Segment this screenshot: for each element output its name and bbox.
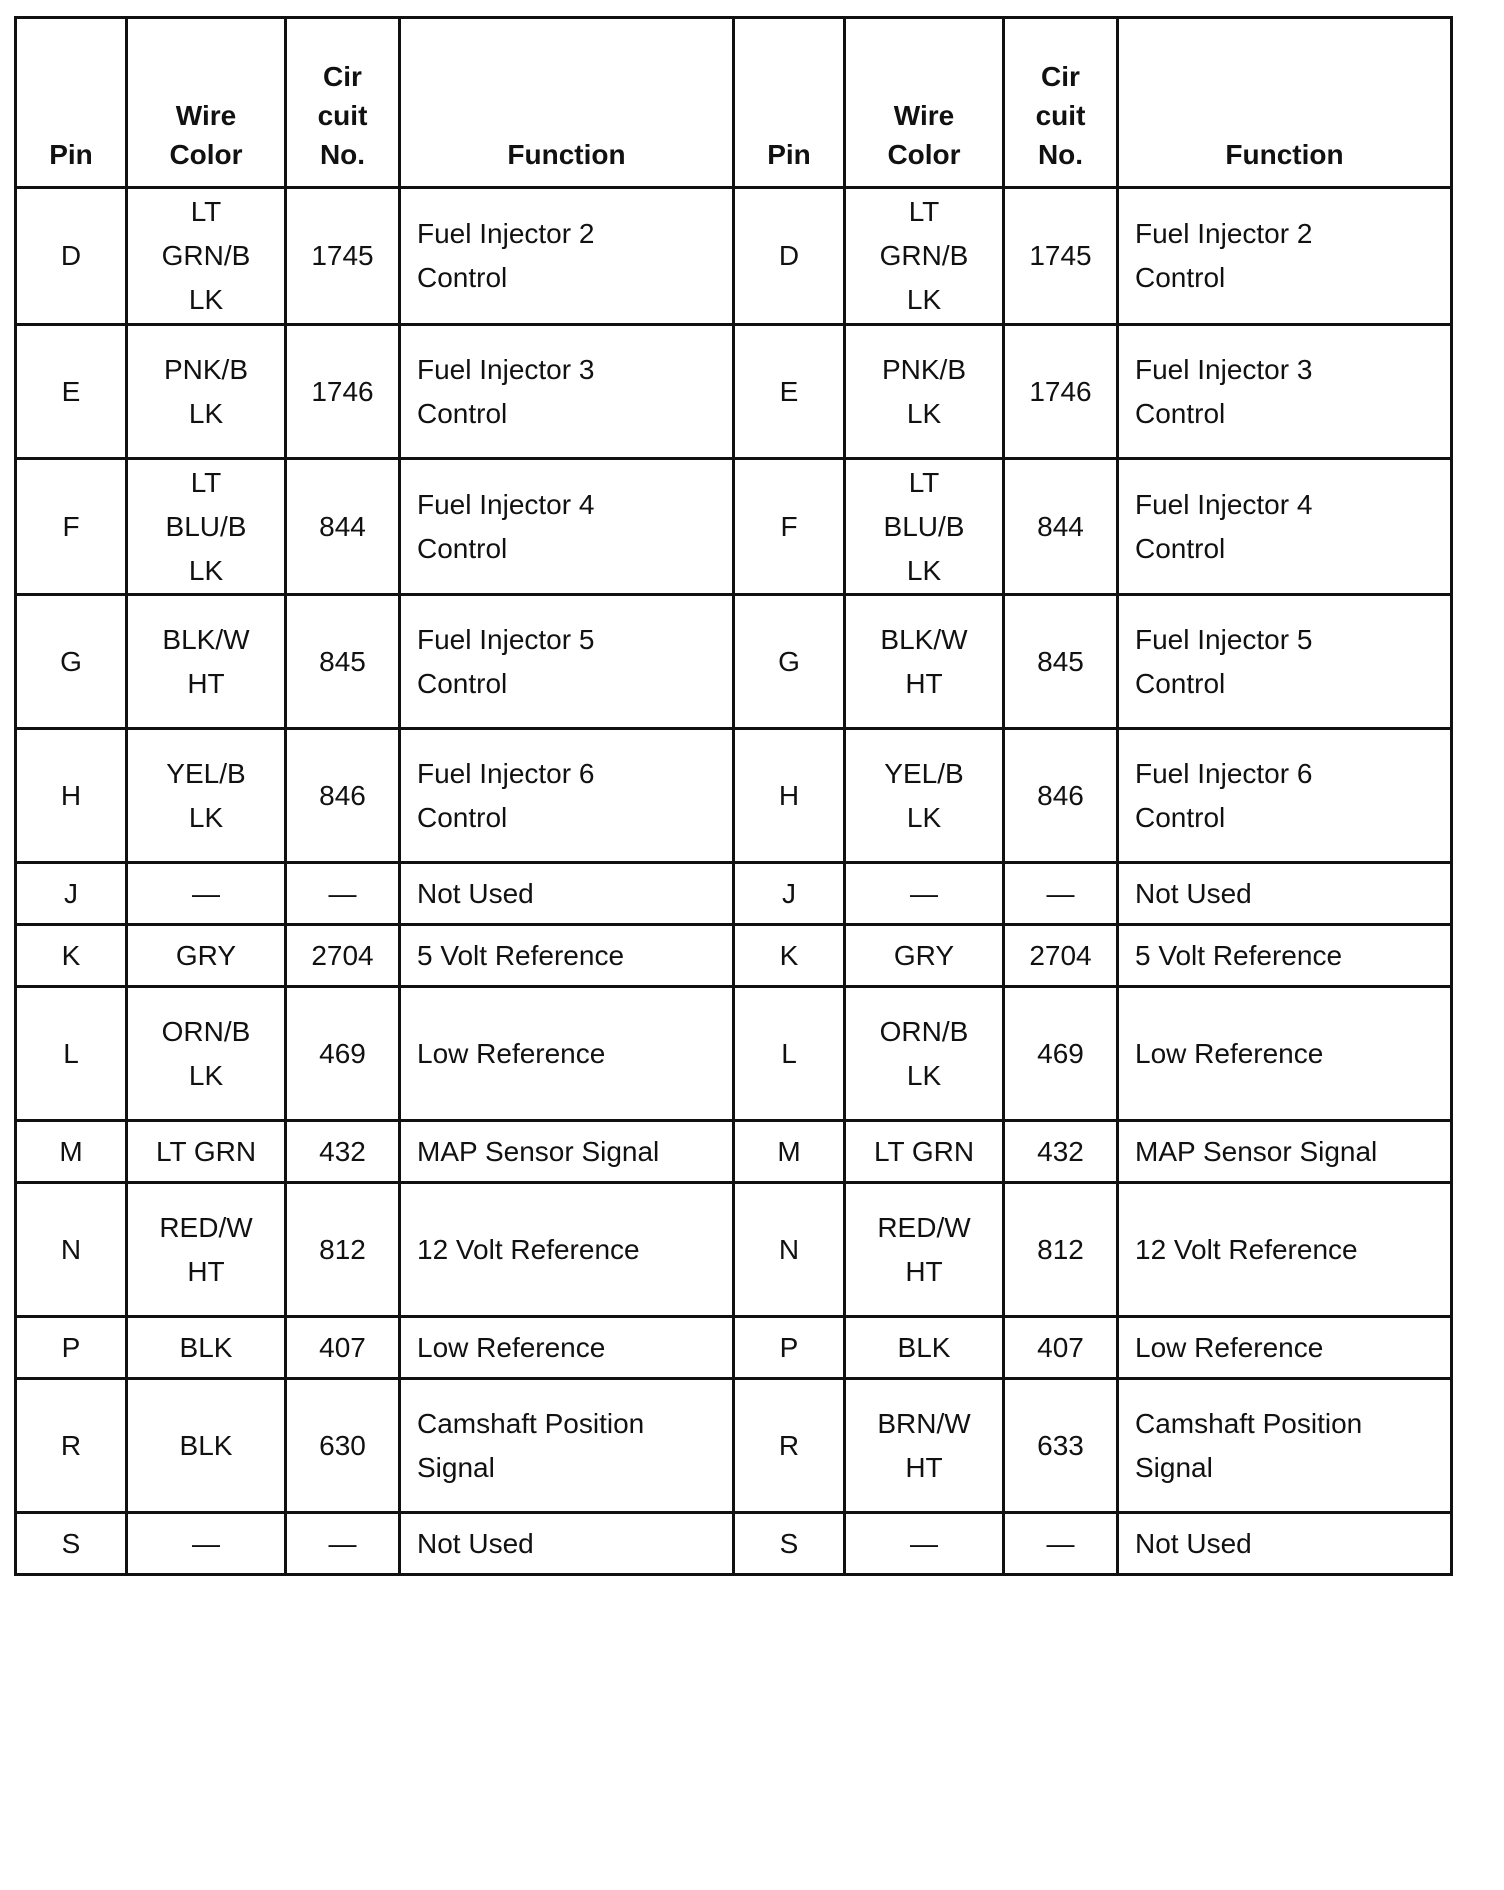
circuit-number-cell-text: 845 bbox=[319, 645, 366, 677]
circuit-number-cell-text: — bbox=[328, 1527, 357, 1559]
pin-cell-text: H bbox=[60, 779, 82, 811]
wire-color-cell-text: LT BLU/B LK bbox=[165, 466, 247, 586]
function-cell bbox=[1118, 987, 1452, 1121]
pin-cell-text: F bbox=[780, 510, 798, 542]
function-cell-text: Not Used bbox=[1135, 1527, 1252, 1559]
wire-color-cell bbox=[845, 729, 1004, 863]
pin-cell-text: S bbox=[61, 1527, 81, 1559]
wire-color-cell-text: — bbox=[910, 1527, 938, 1559]
function-cell bbox=[1118, 1379, 1452, 1513]
wire-color-cell bbox=[127, 1183, 286, 1317]
circuit-number-cell bbox=[1004, 188, 1118, 325]
circuit-number-cell-text: 407 bbox=[319, 1331, 366, 1363]
pin-cell bbox=[734, 325, 845, 459]
circuit-number-cell-text: — bbox=[1046, 1527, 1075, 1559]
function-cell-text: Low Reference bbox=[417, 1331, 606, 1363]
pin-cell-text: M bbox=[777, 1135, 801, 1167]
pin-cell bbox=[734, 188, 845, 325]
wire-color-cell bbox=[845, 595, 1004, 729]
pin-cell bbox=[16, 1513, 127, 1575]
function-cell bbox=[1118, 1183, 1452, 1317]
pin-cell bbox=[16, 729, 127, 863]
circuit-number-cell bbox=[286, 1121, 400, 1183]
wire-color-cell bbox=[845, 325, 1004, 459]
circuit-number-cell bbox=[1004, 459, 1118, 595]
pin-cell bbox=[16, 325, 127, 459]
wire-color-cell bbox=[127, 925, 286, 987]
function-cell bbox=[400, 325, 734, 459]
function-cell bbox=[1118, 325, 1452, 459]
pin-cell bbox=[734, 1317, 845, 1379]
table-row bbox=[16, 595, 1452, 729]
wire-color-cell bbox=[127, 1317, 286, 1379]
table-row bbox=[16, 1183, 1452, 1317]
table-row bbox=[16, 987, 1452, 1121]
function-cell-text: Not Used bbox=[417, 1527, 534, 1559]
pin-cell-text: R bbox=[60, 1429, 82, 1461]
table-body bbox=[16, 188, 1452, 1575]
circuit-number-cell-text: 844 bbox=[1037, 510, 1084, 542]
circuit-number-cell-text: 469 bbox=[319, 1037, 366, 1069]
function-cell bbox=[400, 188, 734, 325]
circuit-number-cell-text: — bbox=[328, 877, 357, 909]
function-cell bbox=[1118, 925, 1452, 987]
pin-cell bbox=[734, 459, 845, 595]
pin-cell bbox=[734, 1183, 845, 1317]
wire-color-cell-text: BLK bbox=[179, 1429, 233, 1461]
header-pin: Pin bbox=[734, 18, 845, 188]
circuit-number-cell-text: 812 bbox=[319, 1233, 366, 1265]
wire-color-cell-text: ORN/B LK bbox=[879, 1015, 969, 1091]
circuit-number-cell bbox=[286, 925, 400, 987]
circuit-number-cell bbox=[286, 987, 400, 1121]
circuit-number-cell bbox=[1004, 1379, 1118, 1513]
function-cell bbox=[1118, 729, 1452, 863]
wire-color-cell bbox=[845, 1121, 1004, 1183]
circuit-number-cell bbox=[286, 459, 400, 595]
wire-color-cell bbox=[845, 987, 1004, 1121]
header-wire-color: Wire Color bbox=[127, 18, 286, 188]
pin-cell bbox=[734, 729, 845, 863]
wire-color-cell-text: BLK bbox=[179, 1331, 233, 1363]
function-cell bbox=[400, 987, 734, 1121]
pin-cell-text: E bbox=[779, 375, 799, 407]
function-cell bbox=[400, 459, 734, 595]
circuit-number-cell-text: 812 bbox=[1037, 1233, 1084, 1265]
pin-cell-text: J bbox=[64, 877, 78, 909]
wire-color-cell-text: LT BLU/B LK bbox=[883, 466, 965, 586]
circuit-number-cell bbox=[286, 325, 400, 459]
circuit-number-cell-text: 845 bbox=[1037, 645, 1084, 677]
function-cell-text: Fuel Injector 6 Control bbox=[417, 757, 595, 833]
function-cell bbox=[400, 925, 734, 987]
circuit-number-cell bbox=[286, 1317, 400, 1379]
wire-color-cell bbox=[127, 863, 286, 925]
circuit-number-cell bbox=[1004, 1513, 1118, 1575]
table-row bbox=[16, 925, 1452, 987]
pin-cell bbox=[16, 1183, 127, 1317]
table-row bbox=[16, 1513, 1452, 1575]
connector-pinout-table bbox=[14, 16, 1453, 1576]
pin-cell bbox=[734, 925, 845, 987]
circuit-number-cell bbox=[1004, 595, 1118, 729]
pin-cell-text: J bbox=[782, 877, 796, 909]
function-cell-text: Fuel Injector 4 Control bbox=[1135, 488, 1313, 564]
pin-cell-text: P bbox=[779, 1331, 799, 1363]
circuit-number-cell bbox=[286, 595, 400, 729]
wire-color-cell-text: — bbox=[910, 877, 938, 909]
pin-cell bbox=[16, 1121, 127, 1183]
circuit-number-cell-text: 1745 bbox=[311, 240, 374, 271]
header-function: Function bbox=[1118, 18, 1452, 188]
circuit-number-cell-text: 844 bbox=[319, 510, 366, 542]
wire-color-cell bbox=[127, 325, 286, 459]
pin-cell bbox=[734, 1513, 845, 1575]
function-cell bbox=[400, 1317, 734, 1379]
wire-color-cell bbox=[845, 459, 1004, 595]
pin-cell bbox=[16, 863, 127, 925]
pin-cell-text: K bbox=[61, 939, 81, 971]
wire-color-cell-text: BLK/W HT bbox=[880, 623, 968, 699]
pin-cell-text: G bbox=[778, 645, 800, 677]
function-cell bbox=[400, 1183, 734, 1317]
function-cell-text: Fuel Injector 5 Control bbox=[1135, 623, 1313, 699]
pin-cell bbox=[16, 188, 127, 325]
circuit-number-cell-text: 1745 bbox=[1029, 240, 1092, 271]
pin-cell-text: R bbox=[778, 1429, 800, 1461]
pin-cell bbox=[16, 1317, 127, 1379]
function-cell bbox=[1118, 1513, 1452, 1575]
function-cell-text: Fuel Injector 4 Control bbox=[417, 488, 595, 564]
pin-cell-text: P bbox=[61, 1331, 81, 1363]
circuit-number-cell-text: 2704 bbox=[1029, 939, 1092, 971]
wire-color-cell bbox=[127, 987, 286, 1121]
function-cell-text: Fuel Injector 3 Control bbox=[417, 353, 595, 429]
pin-cell-text: K bbox=[779, 939, 799, 971]
circuit-number-cell-text: 633 bbox=[1037, 1429, 1084, 1461]
circuit-number-cell-text: 1746 bbox=[311, 375, 374, 407]
circuit-number-cell-text: — bbox=[1046, 877, 1075, 909]
wire-color-cell bbox=[127, 729, 286, 863]
header-pin: Pin bbox=[16, 18, 127, 188]
pin-cell bbox=[16, 925, 127, 987]
table-row bbox=[16, 188, 1452, 325]
function-cell bbox=[400, 595, 734, 729]
wire-color-cell bbox=[127, 1513, 286, 1575]
circuit-number-cell bbox=[1004, 1183, 1118, 1317]
pin-cell bbox=[734, 595, 845, 729]
function-cell-text: 5 Volt Reference bbox=[417, 939, 625, 971]
function-cell-text: Fuel Injector 3 Control bbox=[1135, 353, 1313, 429]
function-cell-text: Fuel Injector 5 Control bbox=[417, 623, 595, 699]
table-row bbox=[16, 1379, 1452, 1513]
table-row bbox=[16, 863, 1452, 925]
wire-color-cell bbox=[127, 188, 286, 325]
circuit-number-cell bbox=[286, 1183, 400, 1317]
wire-color-cell-text: — bbox=[192, 1527, 220, 1559]
circuit-number-cell bbox=[1004, 325, 1118, 459]
circuit-number-cell bbox=[286, 863, 400, 925]
table-row bbox=[16, 1121, 1452, 1183]
function-cell-text: Fuel Injector 6 Control bbox=[1135, 757, 1313, 833]
wire-color-cell bbox=[845, 1513, 1004, 1575]
function-cell bbox=[1118, 1317, 1452, 1379]
pin-cell-text: D bbox=[60, 240, 82, 271]
wire-color-cell-text: PNK/B LK bbox=[881, 353, 967, 429]
wire-color-cell-text: BLK bbox=[897, 1331, 951, 1363]
function-cell-text: Low Reference bbox=[1135, 1331, 1324, 1363]
pin-cell bbox=[734, 1379, 845, 1513]
wire-color-cell-text: BLK/W HT bbox=[162, 623, 250, 699]
function-cell bbox=[1118, 863, 1452, 925]
pin-cell-text: L bbox=[63, 1037, 79, 1069]
wire-color-cell bbox=[845, 1317, 1004, 1379]
function-cell-text: Camshaft Position Signal bbox=[1135, 1407, 1363, 1483]
function-cell-text: MAP Sensor Signal bbox=[417, 1135, 660, 1167]
circuit-number-cell bbox=[1004, 987, 1118, 1121]
function-cell-text: Low Reference bbox=[1135, 1037, 1324, 1069]
wire-color-cell bbox=[127, 1379, 286, 1513]
header-circuit-no: Cir cuit No. bbox=[1004, 18, 1118, 188]
pin-cell-text: N bbox=[778, 1233, 800, 1265]
circuit-number-cell-text: 846 bbox=[319, 779, 366, 811]
function-cell-text: MAP Sensor Signal bbox=[1135, 1135, 1378, 1167]
circuit-number-cell-text: 846 bbox=[1037, 779, 1084, 811]
wire-color-cell bbox=[127, 1121, 286, 1183]
function-cell bbox=[400, 1513, 734, 1575]
wire-color-cell bbox=[127, 459, 286, 595]
circuit-number-cell bbox=[1004, 729, 1118, 863]
wire-color-cell-text: LT GRN bbox=[873, 1135, 975, 1167]
function-cell-text: Not Used bbox=[417, 877, 534, 909]
wire-color-cell-text: LT GRN/B LK bbox=[879, 196, 969, 315]
wire-color-cell bbox=[845, 188, 1004, 325]
wire-color-cell bbox=[845, 863, 1004, 925]
circuit-number-cell-text: 432 bbox=[1037, 1135, 1084, 1167]
function-cell bbox=[400, 863, 734, 925]
pin-cell-text: H bbox=[778, 779, 800, 811]
function-cell-text: 12 Volt Reference bbox=[417, 1233, 640, 1265]
function-cell bbox=[1118, 188, 1452, 325]
function-cell bbox=[400, 1121, 734, 1183]
function-cell-text: Camshaft Position Signal bbox=[417, 1407, 645, 1483]
wire-color-cell-text: — bbox=[192, 877, 220, 909]
wire-color-cell-text: YEL/B LK bbox=[166, 757, 246, 833]
table-row bbox=[16, 459, 1452, 595]
pin-cell-text: F bbox=[62, 510, 80, 542]
pin-cell bbox=[734, 863, 845, 925]
table-row bbox=[16, 1317, 1452, 1379]
circuit-number-cell bbox=[1004, 925, 1118, 987]
circuit-number-cell bbox=[1004, 1121, 1118, 1183]
circuit-number-cell bbox=[1004, 863, 1118, 925]
wire-color-cell bbox=[845, 1183, 1004, 1317]
circuit-number-cell bbox=[1004, 1317, 1118, 1379]
header-circuit-no: Cir cuit No. bbox=[286, 18, 400, 188]
pin-cell-text: S bbox=[779, 1527, 799, 1559]
wire-color-cell bbox=[845, 925, 1004, 987]
pin-cell-text: N bbox=[60, 1233, 82, 1265]
wire-color-cell-text: RED/W HT bbox=[877, 1211, 971, 1287]
wire-color-cell bbox=[127, 595, 286, 729]
table-row bbox=[16, 325, 1452, 459]
function-cell bbox=[1118, 595, 1452, 729]
function-cell bbox=[400, 729, 734, 863]
function-cell-text: Fuel Injector 2 Control bbox=[417, 218, 595, 293]
pin-cell bbox=[734, 987, 845, 1121]
pin-cell-text: E bbox=[61, 375, 81, 407]
header-wire-color: Wire Color bbox=[845, 18, 1004, 188]
function-cell-text: Fuel Injector 2 Control bbox=[1135, 218, 1313, 293]
pin-cell bbox=[16, 987, 127, 1121]
header-function: Function bbox=[400, 18, 734, 188]
pin-cell bbox=[734, 1121, 845, 1183]
function-cell-text: 5 Volt Reference bbox=[1135, 939, 1343, 971]
function-cell bbox=[400, 1379, 734, 1513]
function-cell-text: Not Used bbox=[1135, 877, 1252, 909]
pin-cell-text: L bbox=[781, 1037, 797, 1069]
wire-color-cell-text: LT GRN/B LK bbox=[161, 196, 251, 315]
circuit-number-cell-text: 2704 bbox=[311, 939, 374, 971]
function-cell-text: Low Reference bbox=[417, 1037, 606, 1069]
header-row bbox=[16, 18, 1452, 188]
wire-color-cell-text: BRN/W HT bbox=[877, 1407, 971, 1483]
circuit-number-cell bbox=[286, 729, 400, 863]
wire-color-cell bbox=[845, 1379, 1004, 1513]
pin-cell-text: D bbox=[778, 240, 800, 271]
circuit-number-cell-text: 1746 bbox=[1029, 375, 1092, 407]
circuit-number-cell bbox=[286, 1379, 400, 1513]
circuit-number-cell-text: 630 bbox=[319, 1429, 366, 1461]
table-row bbox=[16, 729, 1452, 863]
function-cell-text: 12 Volt Reference bbox=[1135, 1233, 1358, 1265]
circuit-number-cell bbox=[286, 188, 400, 325]
wire-color-cell-text: RED/W HT bbox=[159, 1211, 253, 1287]
wire-color-cell-text: PNK/B LK bbox=[163, 353, 249, 429]
pin-cell bbox=[16, 459, 127, 595]
circuit-number-cell-text: 407 bbox=[1037, 1331, 1084, 1363]
wire-color-cell-text: GRY bbox=[175, 939, 237, 971]
wire-color-cell-text: ORN/B LK bbox=[161, 1015, 251, 1091]
circuit-number-cell-text: 432 bbox=[319, 1135, 366, 1167]
wire-color-cell-text: YEL/B LK bbox=[884, 757, 964, 833]
wire-color-cell-text: GRY bbox=[893, 939, 955, 971]
pin-cell-text: M bbox=[59, 1135, 83, 1167]
pin-cell bbox=[16, 595, 127, 729]
pin-cell-text: G bbox=[60, 645, 82, 677]
circuit-number-cell-text: 469 bbox=[1037, 1037, 1084, 1069]
circuit-number-cell bbox=[286, 1513, 400, 1575]
function-cell bbox=[1118, 459, 1452, 595]
pin-cell bbox=[16, 1379, 127, 1513]
function-cell bbox=[1118, 1121, 1452, 1183]
wire-color-cell-text: LT GRN bbox=[155, 1135, 257, 1167]
